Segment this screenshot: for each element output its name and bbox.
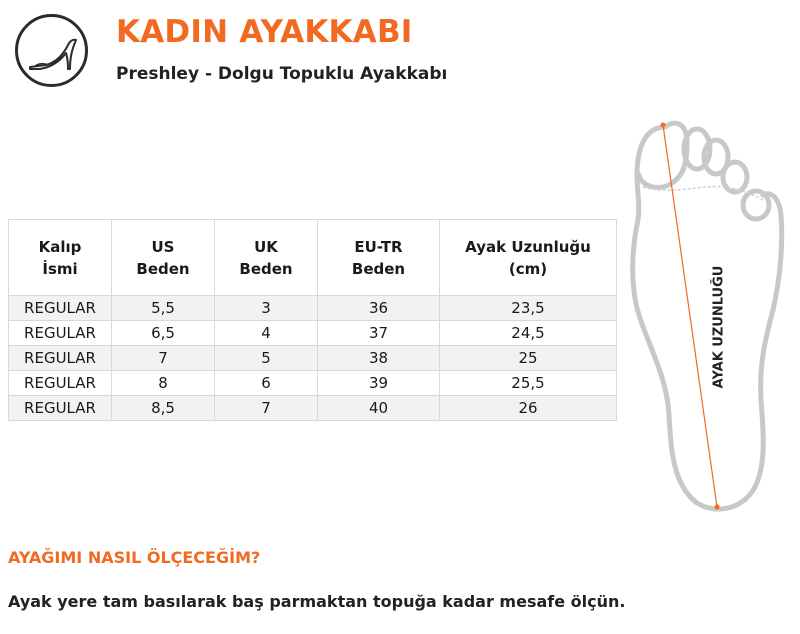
table-cell: 24,5 — [440, 321, 617, 346]
column-header-eu-tr: EU-TR Beden — [318, 220, 440, 296]
table-cell: REGULAR — [9, 396, 112, 421]
table-cell: 3 — [215, 296, 318, 321]
table-header-row — [9, 220, 617, 296]
table-cell: 38 — [318, 346, 440, 371]
column-header-us: US Beden — [112, 220, 215, 296]
table-cell: 40 — [318, 396, 440, 421]
high-heel-shoe-icon — [24, 23, 80, 79]
table-cell: 39 — [318, 371, 440, 396]
table-cell: 25 — [440, 346, 617, 371]
table-cell: 4 — [215, 321, 318, 346]
measure-guide-heading: AYAĞIMI NASIL ÖLÇECEĞİM? — [8, 548, 261, 567]
page-title: KADIN AYAKKABI — [116, 14, 413, 50]
table-cell: 5 — [215, 346, 318, 371]
table-cell: 36 — [318, 296, 440, 321]
table-cell: 26 — [440, 396, 617, 421]
logo — [15, 14, 88, 87]
table-cell: 37 — [318, 321, 440, 346]
table-cell: 25,5 — [440, 371, 617, 396]
foot-length-label: AYAK UZUNLUĞU — [711, 265, 727, 389]
measure-guide-text: Ayak yere tam basılarak baş parmaktan topuğa kadar mesafe ölçün. — [8, 592, 626, 611]
table-cell: 5,5 — [112, 296, 215, 321]
table-row — [9, 346, 617, 371]
table-row — [9, 371, 617, 396]
table-cell: REGULAR — [9, 321, 112, 346]
measure-start-dot — [661, 123, 666, 128]
measure-end-dot — [715, 505, 720, 510]
size-table — [8, 219, 617, 421]
table-cell: 8 — [112, 371, 215, 396]
table-cell: 7 — [215, 396, 318, 421]
table-row — [9, 396, 617, 421]
column-header-kalip: Kalıp İsmi — [9, 220, 112, 296]
foot-outline-icon — [625, 115, 790, 520]
table-cell: REGULAR — [9, 296, 112, 321]
column-header-foot-length: Ayak Uzunluğu (cm) — [440, 220, 617, 296]
table-cell: 23,5 — [440, 296, 617, 321]
table-cell: REGULAR — [9, 371, 112, 396]
column-header-uk: UK Beden — [215, 220, 318, 296]
table-cell: 6 — [215, 371, 318, 396]
table-cell: 7 — [112, 346, 215, 371]
table-row — [9, 296, 617, 321]
table-cell: 6,5 — [112, 321, 215, 346]
table-row — [9, 321, 617, 346]
table-cell: REGULAR — [9, 346, 112, 371]
table-cell: 8,5 — [112, 396, 215, 421]
product-name: Preshley - Dolgu Topuklu Ayakkabı — [116, 64, 448, 84]
